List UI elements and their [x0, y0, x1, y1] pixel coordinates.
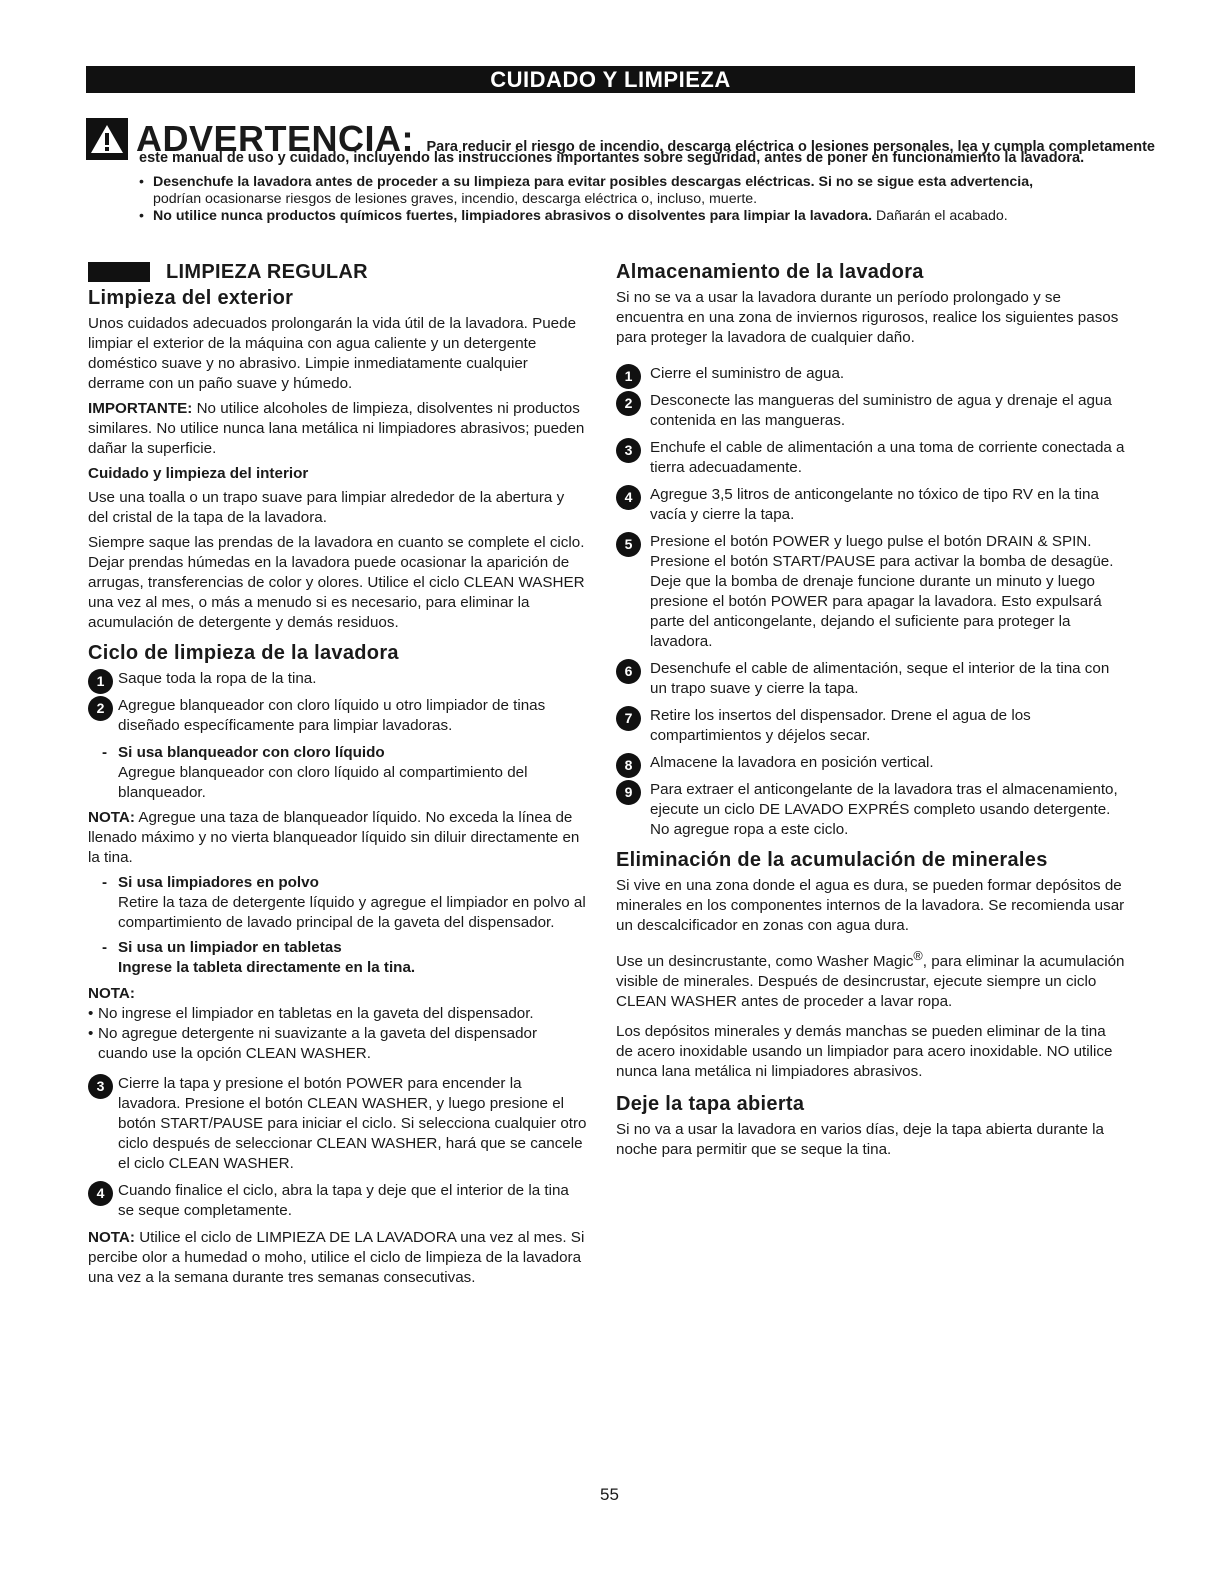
section-title	[88, 262, 588, 282]
note-label: NOTA:	[88, 985, 135, 1002]
storage-step-1	[616, 364, 1126, 384]
importante-text: No utilice alcoholes de limpieza, disolventes ni productos similares. No utilice nunca lana metálica ni limpiadores abrasivos; pueden dañar la superficie.	[88, 400, 585, 457]
section-header-bar: CUIDADO Y LIMPIEZA	[86, 66, 1135, 93]
note-text: Agregue una taza de blanqueador líquido. No exceda la línea de llenado máximo y no vierta blanqueador líquido sin diluir directamente en la tina.	[88, 809, 580, 866]
step-number-badge: 3	[616, 438, 641, 463]
note-bullet: • No agregue detergente ni suavizante a la gaveta del dispensador cuando use la opción CLEAN WASHER.	[88, 1024, 588, 1064]
warning-bullet1-rest: podrían ocasionarse riesgos de lesiones graves, incendio, descarga eléctrica o, incluso, muerte.	[153, 191, 758, 207]
step-number-badge: 3	[88, 1074, 113, 1099]
step-text: Cierre la tapa y presione el botón POWER para encender la lavadora. Presione el botón CLEAN WASHER, y luego presione el botón START/PAUSE para iniciar el ciclo. Si selecciona cualquier otro ciclo después de seleccionar CLEAN WASHER, hará que se cancele el ciclo CLEAN WASHER.	[118, 1075, 587, 1172]
minerals-paragraph-3: Los depósitos minerales y demás manchas se pueden eliminar de la tina de acero inoxidable usando un limpiador para acero inoxidable. NO utilice nunca lana metálica ni limpiadores abrasivos.	[616, 1023, 1113, 1081]
step-number-badge: 5	[616, 532, 641, 557]
lid-heading: Deje la tapa abierta	[616, 1093, 805, 1116]
interior-paragraph-1: Use una toalla o un trapo suave para limpiar alrededor de la abertura y del cristal de la tapa de la lavadora.	[88, 489, 565, 526]
step-number-badge: 4	[616, 485, 641, 510]
step-text: Desconecte las mangueras del suministro de agua y drenaje el agua contenida en las mangueras.	[650, 392, 1112, 429]
storage-step-8	[616, 753, 1126, 773]
warning-bullet	[139, 208, 1139, 225]
step-text: Retire los insertos del dispensador. Drene el agua de los compartimientos y déjelos secar.	[650, 707, 1031, 744]
note-label: NOTA:	[88, 1229, 135, 1246]
step-text: Saque toda la ropa de la tina.	[118, 670, 317, 687]
option-title: - Si usa limpiadores en polvo	[118, 874, 319, 891]
note-paragraph-1	[88, 808, 588, 868]
step-number-badge: 8	[616, 753, 641, 778]
storage-step-6	[616, 659, 1126, 699]
warning-bullet2-bold: No utilice nunca productos químicos fuertes, limpiadores abrasivos o disolventes para limpiar la lavadora.	[153, 208, 873, 224]
cycle-step-1	[88, 669, 588, 689]
interior-paragraph-2: Siempre saque las prendas de la lavadora en cuanto se complete el ciclo. Dejar prendas húmedas en la lavadora puede ocasionar la aparición de arrugas, transferencias de color y olores. Utilice el ciclo CLEAN WASHER una vez al mes, o más a menudo si es necesario, para eliminar la acumulación de detergente y demás residuos.	[88, 534, 585, 631]
step-number-badge: 4	[88, 1181, 113, 1206]
option-text: Ingrese la tableta directamente en la tina.	[118, 959, 416, 976]
step-text: Cuando finalice el ciclo, abra la tapa y deje que el interior de la tina se seque completamente.	[118, 1182, 569, 1219]
option-title: - Si usa un limpiador en tabletas	[118, 939, 342, 956]
step-text: Presione el botón POWER y luego pulse el botón DRAIN & SPIN. Presione el botón START/PAUSE para activar la bomba de desagüe. Deje que la bomba de drenaje funcione durante un minuto y luego presione el botón POWER para apagar la lavadora. Esto expulsará parte del anticongelante, dejando el suficiente para proteger la lavadora.	[650, 533, 1114, 650]
minerals-paragraph-1: Si vive en una zona donde el agua es dura, se pueden formar depósitos de minerales en los componentes internos de la lavadora. Se recomienda usar un descalcificador en zonas con agua dura.	[616, 877, 1125, 934]
storage-step-9	[616, 780, 1126, 840]
minerals-text-a: Use un desincrustante, como Washer Magic	[616, 953, 914, 971]
step-number-badge: 1	[88, 669, 113, 694]
option-text: Agregue blanqueador con cloro líquido al compartimiento del blanqueador.	[118, 764, 528, 801]
storage-step-5	[616, 532, 1126, 652]
step-text: Enchufe el cable de alimentación a una toma de corriente conectada a tierra adecuadamente.	[650, 439, 1125, 476]
step-text: Almacene la lavadora en posición vertical.	[650, 754, 934, 771]
step-text: Cierre el suministro de agua.	[650, 365, 845, 382]
warning-bullet	[139, 174, 1139, 208]
exterior-heading: Limpieza del exterior	[88, 287, 294, 309]
note-bullet: • No ingrese el limpiador en tabletas en la gaveta del dispensador.	[88, 1004, 588, 1024]
importante-label: IMPORTANTE:	[88, 400, 193, 417]
page-number: 55	[600, 1485, 619, 1504]
storage-steps	[616, 364, 1126, 840]
registered-mark: ®	[913, 949, 923, 963]
minerals-heading: Eliminación de la acumulación de minerales	[616, 849, 1048, 871]
cycle-heading: Ciclo de limpieza de la lavadora	[88, 642, 399, 664]
step-text: Para extraer el anticongelante de la lavadora tras el almacenamiento, ejecute un ciclo DE LAVADO EXPRÉS completo usando detergente. No agregue ropa a este ciclo.	[650, 781, 1118, 838]
step-number-badge: 9	[616, 780, 641, 805]
step-text: Agregue 3,5 litros de anticongelante no tóxico de tipo RV en la tina vacía y cierre la tapa.	[650, 486, 1099, 523]
note-label: NOTA:	[88, 809, 135, 826]
minerals-text-b: , para eliminar la acumulación visible de minerales. Después de desincrustar, ejecute siempre un ciclo CLEAN WASHER antes de proceder a lavar ropa.	[616, 953, 1125, 1011]
warning-triangle-icon	[86, 118, 128, 160]
left-column	[88, 262, 588, 1293]
option-powder	[88, 873, 588, 933]
warning-title: ADVERTENCIA:	[136, 118, 415, 159]
cycle-step-2	[88, 696, 588, 736]
storage-heading: Almacenamiento de la lavadora	[616, 261, 924, 283]
minerals-paragraph-2	[616, 946, 1126, 1012]
warning-bullet2-rest: Dañarán el acabado.	[876, 208, 1008, 224]
cycle-step-3	[88, 1074, 588, 1174]
storage-paragraph: Si no se va a usar la lavadora durante un período prolongado y se encuentra en una zona de inviernos rigurosos, realice los siguientes pasos para proteger la lavadora de cualquier daño.	[616, 289, 1119, 346]
note-text: Utilice el ciclo de LIMPIEZA DE LA LAVADORA una vez al mes. Si percibe olor a humedad o moho, utilice el ciclo de limpieza de la lavadora una vez a la semana durante tres semanas consecutivas.	[88, 1229, 585, 1286]
step-number-badge: 7	[616, 706, 641, 731]
storage-step-2	[616, 391, 1126, 431]
warning-bullets	[139, 174, 1139, 225]
section-marker-block	[88, 262, 150, 282]
note-list	[88, 1004, 588, 1064]
option-text: Retire la taza de detergente líquido y agregue el limpiador en polvo al compartimiento de lavado principal de la gaveta del dispensador.	[118, 894, 586, 931]
step-number-badge: 2	[616, 391, 641, 416]
step-text: Desenchufe el cable de alimentación, seque el interior de la tina con un trapo suave y cierre la tapa.	[650, 660, 1110, 697]
warning-line2: este manual de uso y cuidado, incluyendo las instrucciones importantes sobre seguridad, antes de poner en funcionamiento la lavadora.	[139, 150, 1085, 166]
step-number-badge: 2	[88, 696, 113, 721]
cycle-step-4	[88, 1181, 588, 1221]
step-text: Agregue blanqueador con cloro líquido u otro limpiador de tinas diseñado específicamente para limpiar lavadoras.	[118, 697, 546, 734]
option-title: - Si usa blanqueador con cloro líquido	[118, 744, 385, 761]
exterior-paragraph: Unos cuidados adecuados prolongarán la vida útil de la lavadora. Puede limpiar el exterior de la máquina con agua caliente y un detergente doméstico suave y no abrasivo. Limpie inmediatamente cualquier derrame con un paño suave y húmedo.	[88, 315, 577, 392]
cycle-steps	[88, 669, 588, 1288]
storage-step-7	[616, 706, 1126, 746]
step-number-badge: 6	[616, 659, 641, 684]
warning-bullet1-bold: Desenchufe la lavadora antes de proceder a su limpieza para evitar posibles descargas eléctricas. Si no se sigue esta advertencia,	[153, 174, 1034, 190]
section-title-text: LIMPIEZA REGULAR	[166, 261, 368, 283]
option-tablet	[88, 938, 588, 978]
interior-heading: Cuidado y limpieza del interior	[88, 465, 309, 482]
right-column	[616, 262, 1126, 1165]
importante-paragraph	[88, 399, 588, 459]
note-paragraph-3	[88, 1228, 588, 1288]
step-number-badge: 1	[616, 364, 641, 389]
storage-step-3	[616, 438, 1126, 478]
warning-lead: Para reducir el riesgo de incendio, descarga eléctrica o lesiones personales, lea y cumpla completamente	[426, 139, 1155, 155]
lid-paragraph: Si no va a usar la lavadora en varios días, deje la tapa abierta durante la noche para permitir que se seque la tina.	[616, 1121, 1104, 1159]
storage-step-4	[616, 485, 1126, 525]
option-liquid-bleach	[88, 743, 588, 803]
